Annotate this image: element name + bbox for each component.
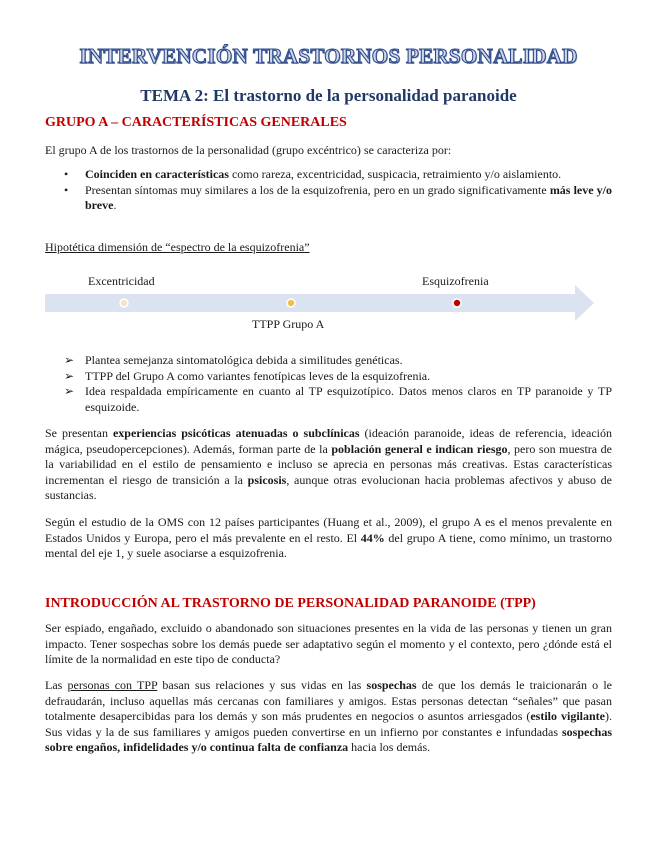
arrowhead-icon: ➢ — [64, 368, 75, 383]
arrow-point-list — [45, 353, 612, 415]
arrowhead-icon: ➢ — [64, 353, 75, 367]
bullet-icon: • — [64, 182, 69, 197]
list-item: • Presentan síntomas muy similares a los de la esquizofrenia, pero en un grado significativamente más leve y/o breve. — [64, 182, 612, 212]
bullet-icon: • — [64, 167, 69, 181]
characteristics-list — [45, 167, 612, 214]
section-heading-tpp: INTRODUCCIÓN AL TRASTORNO DE PERSONALIDAD PARANOIDE (TPP) — [45, 596, 536, 611]
list-item: • Coinciden en características como rareza, excentricidad, suspicacia, retraimiento y/o aislamiento. — [64, 167, 562, 181]
list-item: ➢ Plantea semejanza sintomatológica debida a similitudes genéticas. — [64, 353, 403, 367]
psychotic-experiences-paragraph: Se presentan experiencias psicóticas atenuadas o subclínicas (ideación paranoide, ideas de referencia, ideación mágica, pseudopercepciones). Además, forman parte de la población general e indican riesgo, pero son muestra de la variabilidad en el estilo de pensamiento e incluso se aprecia en personas más creativas. Estas características incrementan el riesgo de transición a la psicosis, aunque otras evolucionan hacia problemas afectivos y abuso de sustancias. — [45, 426, 613, 502]
tpp-intro-paragraph: Ser espiado, engañado, excluido o abandonado son situaciones presentes en la vida de las personas y tienen un gran impacto. Tener sospechas sobre los demás puede ser adaptativo según el momento y el contexto, pero ¿dónde está el límite de la normalidad en este tipo de conducta? — [45, 621, 612, 666]
spectrum-diagram — [45, 280, 612, 340]
schizophrenia-dot — [453, 299, 461, 307]
arrowhead-icon: ➢ — [64, 384, 75, 398]
document-title: INTERVENCIÓN TRASTORNOS PERSONALIDAD — [79, 44, 578, 68]
spectrum-heading: Hipotética dimensión de “espectro de la esquizofrenia” — [45, 240, 310, 254]
spectrum-arrow — [45, 280, 612, 340]
section-heading-grupo-a: GRUPO A – CARACTERÍSTICAS GENERALES — [45, 115, 347, 130]
topic-subtitle: TEMA 2: El trastorno de la personalidad paranoide — [140, 86, 517, 105]
intro-paragraph: El grupo A de los trastornos de la personalidad (grupo excéntrico) se caracteriza por: — [45, 143, 452, 157]
spectrum-label-left: Excentricidad — [88, 274, 155, 288]
spectrum-label-right: Esquizofrenia — [422, 274, 489, 288]
tpp-description-paragraph: Las personas con TPP basan sus relaciones y sus vidas en las sospechas de que los demás le traicionarán o le defraudarán, incluso aquellas más cercanas con familiares y amigos. Estas personas detectan “señales” que pasan totalmente desapercibidas para los demás y son más prudentes en negocios o asuntos arriesgados (estilo vigilante). Sus vidas y la de sus familiares y amigos pueden convertirse en un infierno por constantes e infundadas sospechas sobre engaños, infidelidades y/o continua falta de confianza hacia los demás. — [45, 678, 612, 754]
spectrum-label-bottom: TTPP Grupo A — [252, 317, 325, 331]
group-a-dot — [287, 299, 295, 307]
who-study-paragraph: Según el estudio de la OMS con 12 países participantes (Huang et al., 2009), el grupo A es el menos prevalente en Estados Unidos y Europa, pero el más prevalente en el resto. El 44% del grupo A tiene, como mínimo, un trastorno mental del eje 1, y suele asociarse a esquizofrenia. — [45, 515, 612, 560]
list-item: ➢ Idea respaldada empíricamente en cuanto al TP esquizotípico. Datos menos claros en TP paranoide y TP esquizoide. — [64, 384, 612, 414]
list-item: ➢ TTPP del Grupo A como variantes fenotípicas leves de la esquizofrenia. — [64, 368, 431, 383]
excentricity-dot — [120, 299, 128, 307]
